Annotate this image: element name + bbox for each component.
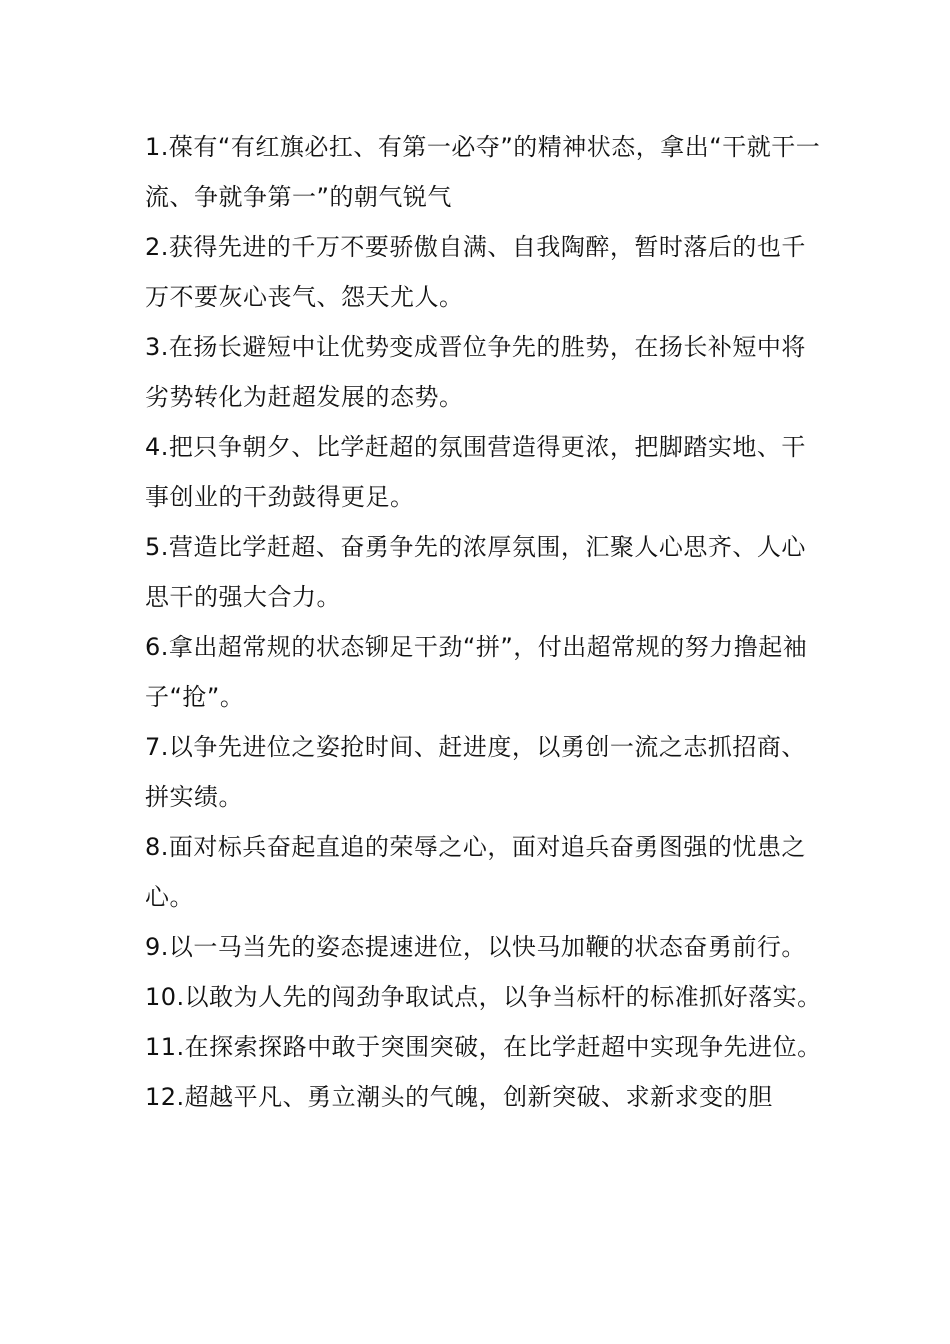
list-item-2: 2.获得先进的千万不要骄傲自满、自我陶醉，暂时落后的也千万不要灰心丧气、怨天尤人。 xyxy=(145,233,806,311)
list-item-12: 12.超越平凡、勇立潮头的气魄，创新突破、求新求变的胆 xyxy=(145,1083,773,1111)
list-item-9: 9.以一马当先的姿态提速进位，以快马加鞭的状态奋勇前行。 xyxy=(145,933,806,961)
list-item-7: 7.以争先进位之姿抢时间、赶进度，以勇创一流之志抓招商、拼实绩。 xyxy=(145,733,806,811)
list-item-4: 4.把只争朝夕、比学赶超的氛围营造得更浓，把脚踏实地、干事创业的干劲鼓得更足。 xyxy=(145,433,806,511)
list-item-1: 1.葆有“有红旗必扛、有第一必夺”的精神状态，拿出“干就干一流、争就争第一”的朝气锐气 xyxy=(145,133,821,211)
list-item-3: 3.在扬长避短中让优势变成晋位争先的胜势，在扬长补短中将劣势转化为赶超发展的态势。 xyxy=(145,333,806,411)
list-item-8: 8.面对标兵奋起直追的荣辱之心，面对追兵奋勇图强的忧患之心。 xyxy=(145,833,806,911)
list-item-10: 10.以敢为人先的闯劲争取试点，以争当标杆的标准抓好落实。 xyxy=(145,983,822,1011)
list-item-6: 6.拿出超常规的状态铆足干劲“拼”，付出超常规的努力撸起袖子“抢”。 xyxy=(145,633,808,711)
list-item-5: 5.营造比学赶超、奋勇争先的浓厚氛围，汇聚人心思齐、人心思干的强大合力。 xyxy=(145,533,806,611)
list-item-11: 11.在探索探路中敢于突围突破，在比学赶超中实现争先进位。 xyxy=(145,1033,822,1061)
